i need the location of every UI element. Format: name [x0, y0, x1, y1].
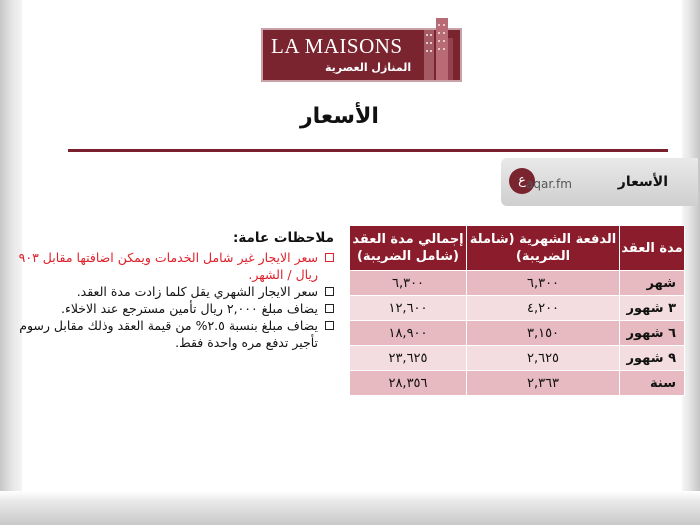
cell-duration: ٦ شهور	[620, 321, 685, 346]
note-item	[14, 300, 334, 317]
cell-duration: ٣ شهور	[620, 296, 685, 321]
building-icon	[420, 16, 454, 80]
cell-total: ١٨,٩٠٠	[350, 321, 467, 346]
aqar-logo-icon: ع	[509, 168, 535, 194]
cell-duration: سنة	[620, 371, 685, 396]
header-duration: مدة العقد	[620, 226, 685, 271]
general-notes	[14, 230, 334, 351]
frame-bottom-edge	[0, 491, 700, 525]
cell-monthly: ٣,١٥٠	[467, 321, 620, 346]
note-item	[14, 249, 334, 283]
table-row	[350, 271, 685, 296]
note-text: سعر الايجار غير شامل الخدمات ويمكن اضافتها مقابل ٩٠٣ ريال / الشهر.	[18, 250, 318, 282]
header-monthly: الدفعة الشهرية (شاملة الضريبة)	[467, 226, 620, 271]
cell-duration: ٩ شهور	[620, 346, 685, 371]
cell-monthly: ٦,٣٠٠	[467, 271, 620, 296]
watermark-text: aqar.fm	[526, 177, 572, 191]
title-divider	[68, 149, 668, 152]
header-total: إجمالي مدة العقد (شامل الضريبة)	[350, 226, 467, 271]
notes-title: ملاحظات عامة:	[232, 230, 334, 246]
cell-monthly: ٢,٦٢٥	[467, 346, 620, 371]
cell-monthly: ٢,٣٦٣	[467, 371, 620, 396]
cell-total: ٢٨,٣٥٦	[350, 371, 467, 396]
brand-logo	[261, 28, 462, 82]
note-item	[14, 283, 334, 300]
cell-monthly: ٤,٢٠٠	[467, 296, 620, 321]
price-table	[349, 225, 685, 396]
checkbox-bullet-icon	[325, 253, 334, 262]
page-title: الأسعار	[300, 104, 379, 129]
cell-total: ٦,٣٠٠	[350, 271, 467, 296]
note-text: يضاف مبلغ بنسبة ٢.٥% من قيمة العقد وذلك مقابل رسوم تأجير تدفع مره واحدة فقط.	[19, 318, 318, 350]
note-item	[14, 317, 334, 351]
checkbox-bullet-icon	[325, 304, 334, 313]
cell-total: ٢٣,٦٢٥	[350, 346, 467, 371]
table-row	[350, 321, 685, 346]
note-text: يضاف مبلغ ٢,٠٠٠ ريال تأمين مسترجع عند الاخلاء.	[60, 301, 318, 316]
note-text: سعر الايجار الشهري يقل كلما زادت مدة العقد.	[76, 284, 318, 299]
checkbox-bullet-icon	[325, 287, 334, 296]
table-row	[350, 296, 685, 321]
checkbox-bullet-icon	[325, 321, 334, 330]
logo-title: LA MAISONS	[271, 34, 403, 58]
badge-label: الأسعار	[617, 174, 668, 190]
cell-total: ١٢,٦٠٠	[350, 296, 467, 321]
section-badge	[501, 158, 698, 206]
table-row	[350, 346, 685, 371]
table-header-row	[350, 226, 685, 271]
table-row	[350, 371, 685, 396]
logo-subtitle: المنازل العصرية	[325, 61, 412, 74]
cell-duration: شهر	[620, 271, 685, 296]
